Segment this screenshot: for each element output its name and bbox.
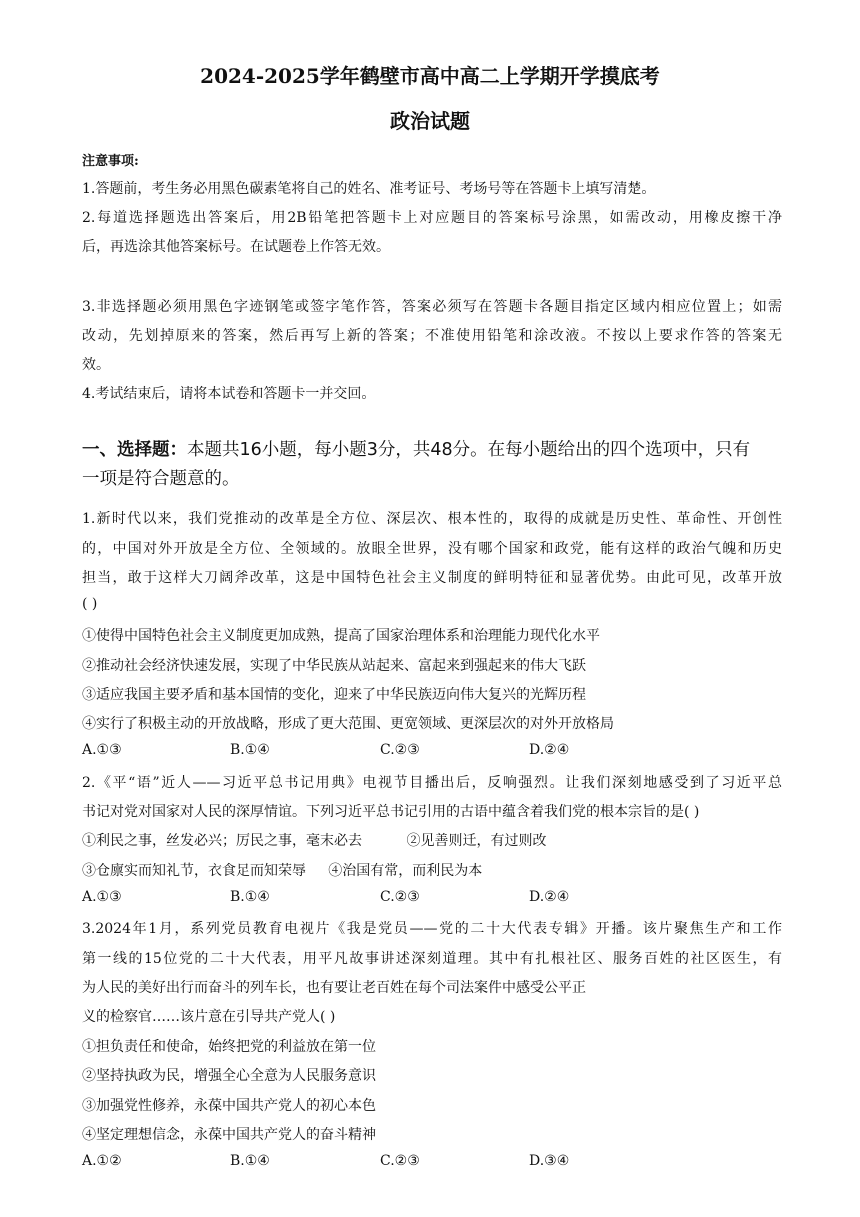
q2-item: ③仓廪实而知礼节，衣食足而知荣辱 ④治国有常，而利民为本 xyxy=(82,863,483,879)
q3-stem: 3.2024年1月，系列党员教育电视片《我是党员——党的二十大代表专辑》开播。该片聚焦生产和工作 xyxy=(82,921,782,937)
q1-item: ①使得中国特色社会主义制度更加成熟，提高了国家治理体系和治理能力现代化水平 xyxy=(82,628,600,644)
q3-stem: 为人民的美好出行而奋斗的列车长，也有要让老百姓在每个司法案件中感受公平正 xyxy=(82,980,586,996)
notice-line: 3.非选择题必须用黑色字迹钢笔或签字笔作答，答案必须写在答题卡各题目指定区域内相应位置上；如需 xyxy=(82,299,782,315)
q2-option-d: D.②④ xyxy=(529,889,570,905)
q2-item: ①利民之事，丝发必兴；厉民之事，毫末必去 ②见善则迁，有过则改 xyxy=(82,833,547,849)
q1-item: ④实行了积极主动的开放战略，形成了更大范围、更宽领域、更深层次的对外开放格局 xyxy=(82,716,614,732)
notice-line: 效。 xyxy=(82,357,110,373)
q1-stem: 的，中国对外开放是全方位、全领域的。放眼全世界，没有哪个国家和政党，能有这样的政治气魄和历史 xyxy=(82,541,782,557)
q3-item: ②坚持执政为民，增强全心全意为人民服务意识 xyxy=(82,1068,376,1084)
q3-stem: 第一线的15位党的二十大代表，用平凡故事讲述深刻道理。其中有扎根社区、服务百姓的社区医生，有 xyxy=(82,951,782,967)
q2-option-c: C.②③ xyxy=(380,889,420,905)
q1-stem: 担当，敢于这样大刀阔斧改革，这是中国特色社会主义制度的鲜明特征和显著优势。由此可见，改革开放 xyxy=(82,570,782,586)
q2-option-a: A.①③ xyxy=(82,889,122,905)
q1-option-d: D.②④ xyxy=(529,742,570,758)
section-head-label: 一、选择题： xyxy=(82,440,187,460)
q3-option-c: C.②③ xyxy=(380,1153,420,1169)
q1-stem: 1.新时代以来，我们党推动的改革是全方位、深层次、根本性的，取得的成就是历史性、革命性、开创性 xyxy=(82,511,782,527)
section-heading xyxy=(82,436,782,461)
q3-item: ①担负责任和使命，始终把党的利益放在第一位 xyxy=(82,1039,376,1055)
q3-option-b: B.①④ xyxy=(230,1153,270,1169)
q2-stem: 书记对党对国家对人民的深厚情谊。下列习近平总书记引用的古语中蕴含着我们党的根本宗旨的是( ) xyxy=(82,804,700,820)
notice-heading: 注意事项: xyxy=(82,154,139,169)
notice-line: 1.答题前，考生务必用黑色碳素笔将自己的姓名、准考证号、考场号等在答题卡上填写清楚。 xyxy=(82,181,656,197)
section-instructions: 本题共16小题，每小题3分，共48分。在每小题给出的四个选项中，只有 xyxy=(187,440,751,460)
q1-item: ②推动社会经济快速发展，实现了中华民族从站起来、富起来到强起来的伟大飞跃 xyxy=(82,658,586,674)
q1-answer-blank: ( ) xyxy=(82,596,98,612)
q1-option-a: A.①③ xyxy=(82,742,122,758)
q3-item: ④坚定理想信念，永葆中国共产党人的奋斗精神 xyxy=(82,1127,376,1143)
exam-title: 2024-2025学年鹤壁市高中高二上学期开学摸底考 xyxy=(200,64,660,88)
q2-stem: 2.《平“语”近人——习近平总书记用典》电视节目播出后，反响强烈。让我们深刻地感受到了习近平总 xyxy=(82,775,782,791)
notice-line: 2.每道选择题选出答案后，用2B铅笔把答题卡上对应题目的答案标号涂黑，如需改动，用橡皮擦干净 xyxy=(82,210,782,226)
notice-line: 后，再选涂其他答案标号。在试题卷上作答无效。 xyxy=(82,239,390,255)
notice-line: 4.考试结束后，请将本试卷和答题卡一并交回。 xyxy=(82,386,376,402)
q1-option-b: B.①④ xyxy=(230,742,270,758)
q1-item: ③适应我国主要矛盾和基本国情的变化，迎来了中华民族迈向伟大复兴的光辉历程 xyxy=(82,687,586,703)
notice-line: 改动，先划掉原来的答案，然后再写上新的答案；不准使用铅笔和涂改液。不按以上要求作答的答案无 xyxy=(82,328,782,344)
q1-option-c: C.②③ xyxy=(380,742,420,758)
q3-option-d: D.③④ xyxy=(529,1153,570,1169)
q2-option-b: B.①④ xyxy=(230,889,270,905)
q3-stem: 义的检察官……该片意在引导共产党人( ) xyxy=(82,1009,336,1025)
q3-item: ③加强党性修养，永葆中国共产党人的初心本色 xyxy=(82,1098,376,1114)
section-instructions-cont: 一项是符合题意的。 xyxy=(82,469,240,489)
q3-option-a: A.①② xyxy=(82,1153,122,1169)
exam-subtitle: 政治试题 xyxy=(390,109,470,133)
